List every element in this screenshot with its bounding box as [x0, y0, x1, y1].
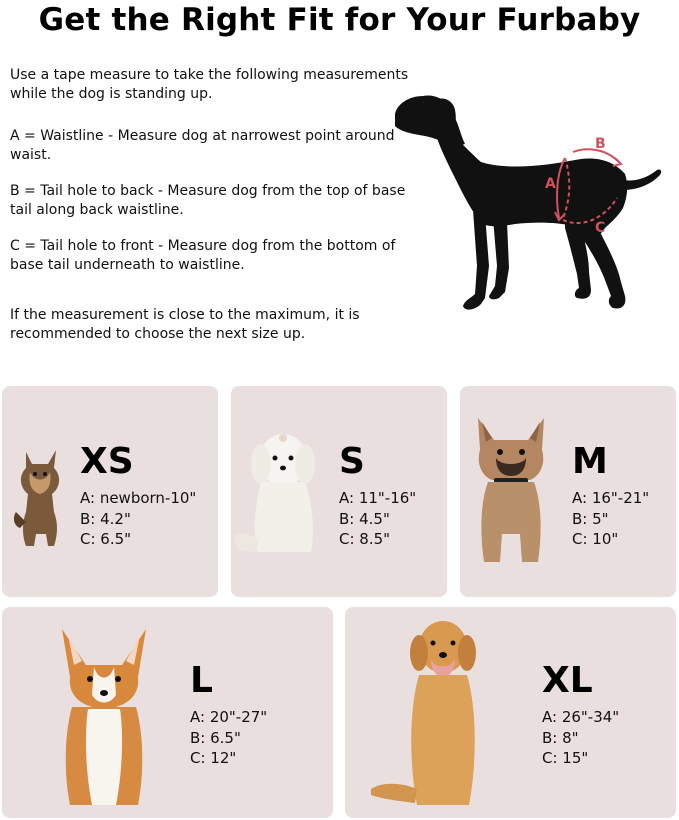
- dog-measurement-diagram: [385, 86, 675, 326]
- instructions-a: A = Waistline - Measure dog at narrowest point around waist.: [10, 128, 395, 163]
- diagram-label-a: A: [545, 176, 556, 192]
- measurements-l: [190, 707, 267, 769]
- measurement-c: C: 12": [190, 749, 237, 767]
- size-card-m: [460, 386, 676, 597]
- measurement-a: A: 11"-16": [339, 489, 417, 507]
- size-card-s: [231, 386, 447, 597]
- measurement-b: B: 6.5": [190, 728, 241, 747]
- measurement-a: A: 20"-27": [190, 708, 268, 726]
- dog-silhouette: [395, 95, 661, 309]
- size-card-xl: [345, 607, 676, 818]
- measurement-b: B: 8": [542, 728, 579, 747]
- measurement-b: B: 5": [572, 509, 609, 528]
- instructions-b: B = Tail hole to back - Measure dog from the top of base tail along back waistline.: [10, 183, 406, 218]
- measurement-c: C: 10": [572, 530, 619, 548]
- measurements-s: [339, 488, 416, 550]
- size-label-l: L: [190, 660, 213, 701]
- measurements-xl: [542, 707, 619, 769]
- size-label-s: S: [339, 441, 365, 482]
- measurement-a: A: newborn-10": [80, 489, 197, 507]
- size-label-xl: XL: [542, 660, 593, 701]
- french-bulldog-photo: [470, 414, 552, 574]
- diagram-label-b: B: [595, 136, 606, 152]
- size-card-l: [2, 607, 333, 818]
- diagram-label-c: C: [595, 220, 606, 236]
- measurement-a: A: 26"-34": [542, 708, 620, 726]
- size-label-xs: XS: [80, 441, 134, 482]
- corgi-photo: [58, 625, 150, 811]
- maltese-photo: [231, 426, 323, 566]
- measurement-b: B: 4.5": [339, 509, 390, 528]
- instructions-c: C = Tail hole to front - Measure dog from the bottom of base tail underneath to waistline.: [10, 238, 396, 273]
- measurement-c: C: 8.5": [339, 530, 391, 548]
- measurement-c: C: 15": [542, 749, 589, 767]
- size-card-xs: [2, 386, 218, 597]
- measurement-b: B: 4.2": [80, 509, 131, 528]
- size-label-m: M: [572, 441, 608, 482]
- measurement-c: C: 6.5": [80, 530, 132, 548]
- instructions-intro: Use a tape measure to take the following measurements while the dog is standing up.: [10, 67, 409, 102]
- page-title: Get the Right Fit for Your Furbaby: [38, 2, 641, 38]
- measurements-m: [572, 488, 649, 550]
- yorkie-photo: [8, 442, 72, 552]
- measurements-xs: [80, 488, 196, 550]
- instructions-note: If the measurement is close to the maximum, it is recommended to choose the next size up.: [10, 307, 360, 342]
- measurement-a: A: 16"-21": [572, 489, 650, 507]
- golden-retriever-photo: [369, 613, 493, 813]
